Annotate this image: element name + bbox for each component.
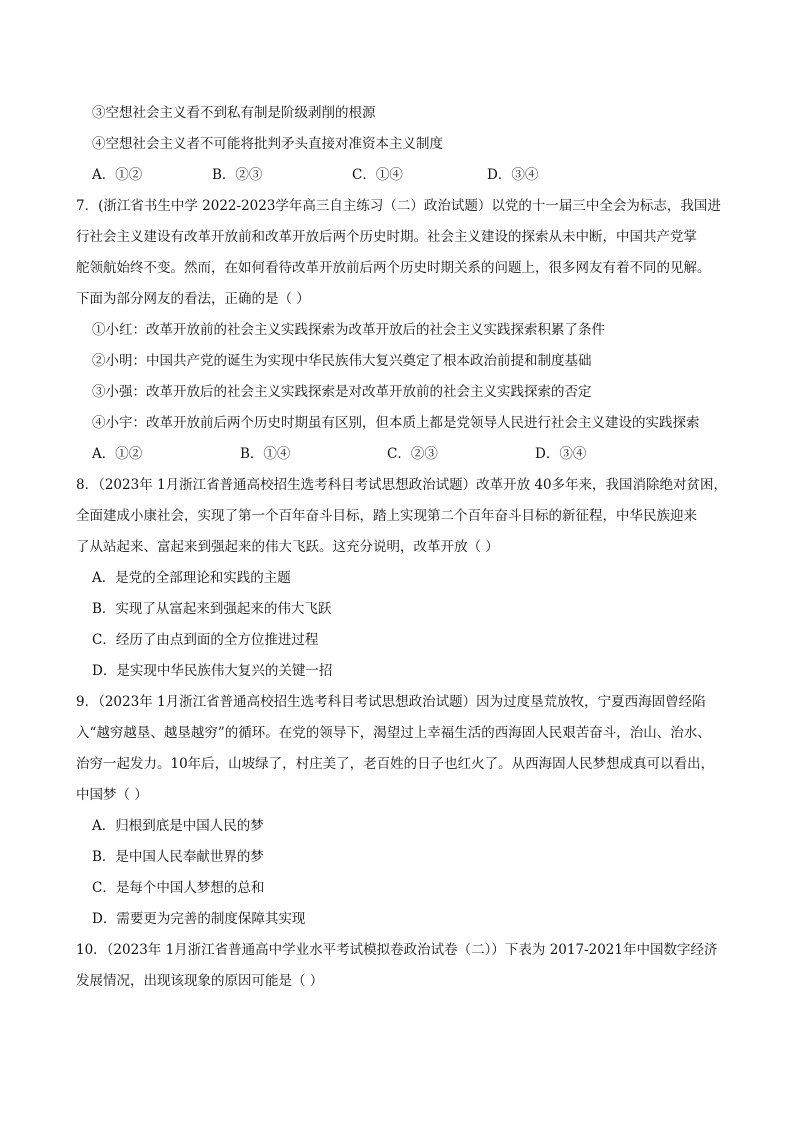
q7-statement-1: ①小红：改革开放前的社会主义实践探索为改革开放后的社会主义实践探索积累了条件: [92, 322, 605, 338]
q7-option-b: B．①④: [240, 446, 291, 462]
q10-stem-line-1: 10．（2023年 1月浙江省普通高中学业水平考试模拟卷政治试卷（二））下表为 2017-2021年中国数字经济: [76, 942, 718, 958]
q8-option-c: C．经历了由点到面的全方位推进过程: [92, 632, 319, 648]
q7-stem-line-1: 7．(浙江省书生中学 2022-2023学年高三自主练习（二）政治试题）以党的十一届三中全会为标志，我国进: [76, 198, 721, 214]
q9-stem-line-3: 治穷一起发力。10年后，山坡绿了，村庄美了，老百姓的日子也红火了。从西海固人民梦想成真可以看出，: [76, 756, 715, 772]
q6-statement-3: ③空想社会主义看不到私有制是阶级剥削的根源: [92, 105, 376, 121]
q9-stem-line-4: 中国梦（ ）: [76, 787, 148, 803]
q7-options: [92, 444, 712, 464]
q6-option-c: C．①④: [352, 167, 403, 183]
q9-stem-line-2: 入“越穷越垦、越垦越穷”的循环。在党的领导下，渴望过上幸福生活的西海固人民艰苦奋斗，治山、治水、: [76, 725, 711, 741]
q8-stem-line-3: 了从站起来、富起来到强起来的伟大飞跃。这充分说明，改革开放（ ）: [76, 539, 499, 555]
q7-option-a: A．①②: [92, 446, 143, 462]
q9-option-b: B．是中国人民奉献世界的梦: [92, 849, 264, 865]
q6-option-d: D．③④: [487, 167, 539, 183]
q9-option-d: D．需要更为完善的制度保障其实现: [92, 911, 306, 927]
q7-statement-3: ③小强：改革开放后的社会主义实践探索是对改革开放前的社会主义实践探索的否定: [92, 384, 592, 400]
q7-statement-4: ④小宇：改革开放前后两个历史时期虽有区别，但本质上都是党领导人民进行社会主义建设的实践探索: [92, 415, 700, 431]
q8-option-b: B．实现了从富起来到强起来的伟大飞跃: [92, 601, 332, 617]
q6-options: [92, 165, 712, 185]
q7-stem-line-2: 行社会主义建设有改革开放前和改革开放后两个历史时期。社会主义建设的探索从未中断，中国共产党掌: [76, 229, 697, 245]
q6-option-a: A．①②: [92, 167, 143, 183]
q7-stem-line-4: 下面为部分网友的看法，正确的是（ ）: [76, 291, 310, 307]
q8-option-a: A．是党的全部理论和实践的主题: [92, 570, 291, 586]
q8-stem-line-1: 8．（2023年 1月浙江省普通高校招生选考科目考试思想政治试题）改革开放 40多年来，我国消除绝对贫困，: [76, 477, 728, 493]
q9-option-c: C．是每个中国人梦想的总和: [92, 880, 265, 896]
q9-option-a: A．归根到底是中国人民的梦: [92, 818, 264, 834]
q7-stem-line-3: 舵领航始终不变。然而，在如何看待改革开放前后两个历史时期关系的问题上，很多网友有着不同的见解。: [76, 260, 711, 276]
q7-statement-2: ②小明：中国共产党的诞生为实现中华民族伟大复兴奠定了根本政治前提和制度基础: [92, 353, 592, 369]
q8-option-d: D．是实现中华民族伟大复兴的关键一招: [92, 663, 333, 679]
q7-option-c: C．②③: [387, 446, 438, 462]
q8-stem-line-2: 全面建成小康社会，实现了第一个百年奋斗目标，踏上实现第二个百年奋斗目标的新征程，中华民族迎来: [76, 508, 697, 524]
q9-stem-line-1: 9．（2023年 1月浙江省普通高校招生选考科目考试思想政治试题）因为过度垦荒放牧，宁夏西海固曾经陷: [76, 694, 706, 710]
q7-option-d: D．③④: [535, 446, 587, 462]
q6-statement-4: ④空想社会主义者不可能将批判矛头直接对准资本主义制度: [92, 136, 443, 152]
q6-option-b: B．②③: [212, 167, 263, 183]
q10-stem-line-2: 发展情况，出现该现象的原因可能是（ ）: [76, 973, 324, 989]
